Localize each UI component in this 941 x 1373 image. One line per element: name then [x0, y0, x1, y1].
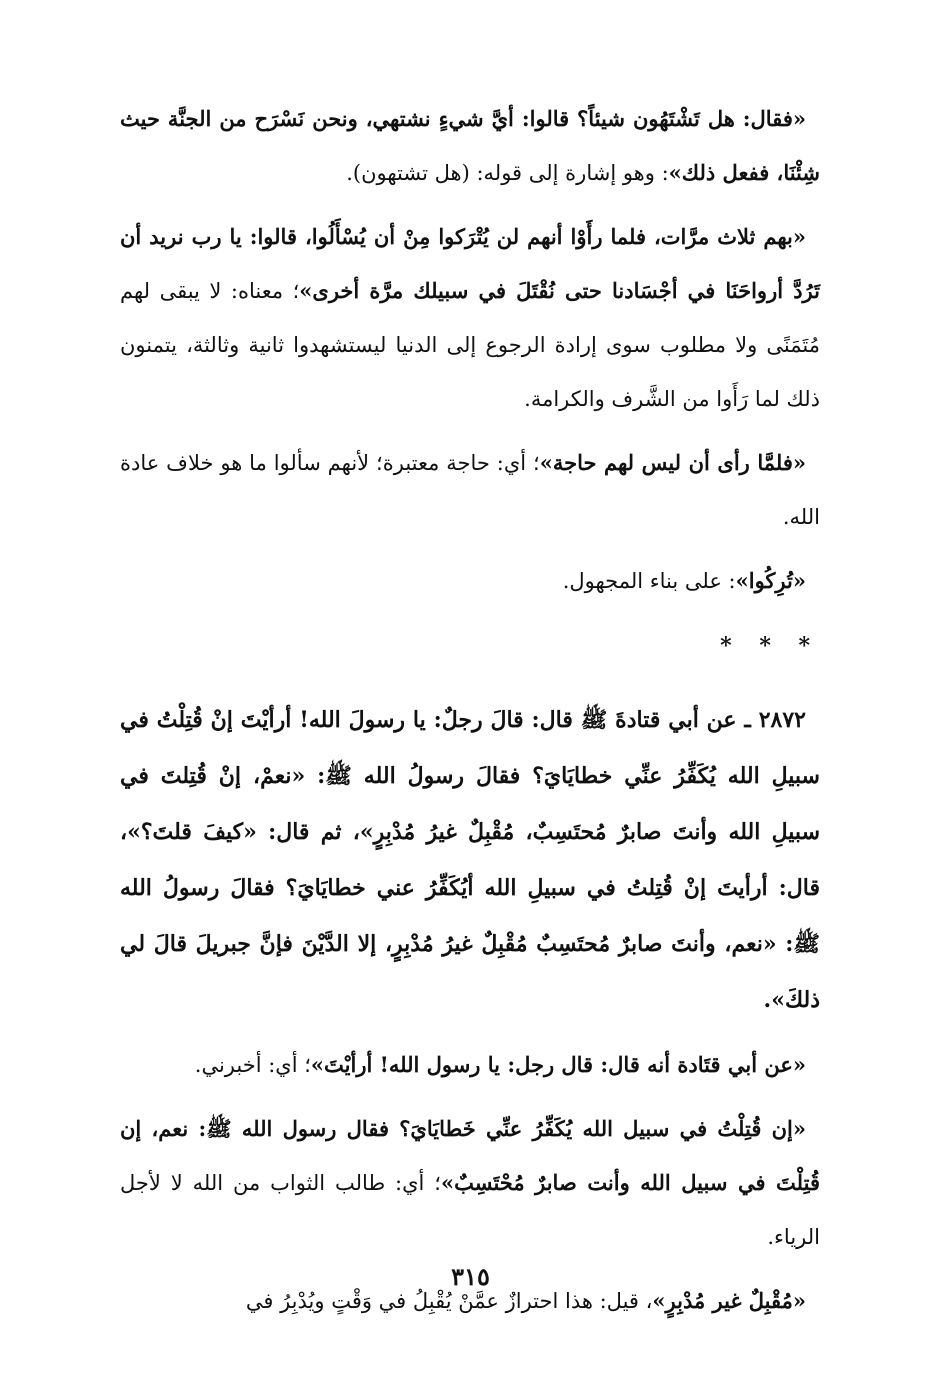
commentary-paragraph-5	[120, 1038, 820, 1092]
quoted-text: «عن أبي قتَادة أنه قال: قال رجل: يا رسول الله! أرأيْتَ»	[310, 1052, 806, 1077]
explanation-text: : على بناء المجهول.	[562, 569, 736, 593]
explanation-text: ؛ أي: طالب الثواب من الله لا لأجل الرياء.	[120, 1171, 820, 1249]
quoted-text: «فلمَّا رأى أن ليس لهم حاجة»	[539, 450, 806, 475]
explanation-text: ؛ أي: أخبرني.	[194, 1053, 311, 1077]
quoted-text: «إن قُتِلْتُ في سبيل الله يُكَفِّرُ عنِّي خَطايَايَ؟ فقال رسول الله ﷺ: نعم، إن قُتِلْتَ في سبيل الله وأنت صابرٌ مُحْتَسِبٌ»	[120, 1116, 820, 1195]
commentary-paragraph-3	[120, 436, 820, 544]
quoted-text: «مُقْبِلٌ غير مُدْبِرٍ»	[652, 1288, 806, 1313]
explanation-text: ، قيل: هذا احترازٌ عمَّنْ يُقْبِلُ في وَقْتٍ ويُدْبِرُ في	[245, 1289, 653, 1313]
page-number: ٣١٥	[451, 1262, 490, 1291]
commentary-paragraph-4	[120, 554, 820, 608]
explanation-text: : وهو إشارة إلى قوله: (هل تشتهون).	[346, 161, 669, 185]
explanation-text: ؛ أي: حاجة معتبرة؛ لأنهم سألوا ما هو خلاف عادة الله.	[120, 451, 820, 529]
quoted-text: «تُرِكُوا»	[735, 568, 806, 593]
commentary-paragraph-1	[120, 92, 820, 200]
explanation-text: ؛ معناه: لا يبقى لهم مُتَمَنًى ولا مطلوب سوى إرادة الرجوع إلى الدنيا ليستشهدوا ثانية وثالثة، يتمنون ذلك لما رَأَوا من الشَّرف والكرامة.	[120, 279, 820, 411]
quoted-text: «فقال: هل تَشْتَهُون شيئاً؟ قالوا: أيَّ شيءٍ نشتهي، ونحن نَسْرَح من الجنَّة حيث شِئْنَا، ففعل ذلك»	[120, 106, 820, 185]
page-body	[120, 92, 820, 1338]
section-separator: * * *	[720, 633, 820, 659]
quoted-text: «بهم ثلاث مرَّات، فلما رأَوْا أنهم لن يُتْرَكوا مِنْ أن يُسْأَلُوا، قالوا: يا رب نريد أن تَرُدَّ أرواحَنَا في أجْسَادنا حتى نُقْتَلَ في سبيلك مرَّة أخرى»	[120, 224, 820, 303]
commentary-paragraph-6	[120, 1102, 820, 1264]
hadith-text: ٢٨٧٢ ـ عن أبي قتادةَ ﷺ قال: قالَ رجلٌ: يا رسولَ الله! أرأيْتَ إنْ قُتِلْتُ في سبيلِ الله يُكَفِّرُ عنِّي خطايَايَ؟ فقالَ رسولُ الله ﷺ: «نعمْ، إنْ قُتِلتَ في سبيلِ الله وأنتَ صابرٌ مُحتَسِبٌ، مُقْبِلٌ غيرُ مُدْبِرٍ»، ثم قال: «كيفَ قلتَ؟»، قال: أرأيتَ إنْ قُتِلتُ في سبيلِ الله أيُكَفِّرُ عني خطايَايَ؟ فقالَ رسولُ الله ﷺ: «نعم، وأنتَ صابرٌ مُحتَسِبٌ مُقْبِلٌ غيرُ مُدْبِرٍ، إلا الدَّيْنَ فإنَّ جبريلَ قالَ لي ذلكَ».	[120, 707, 820, 1013]
commentary-paragraph-2	[120, 210, 820, 426]
